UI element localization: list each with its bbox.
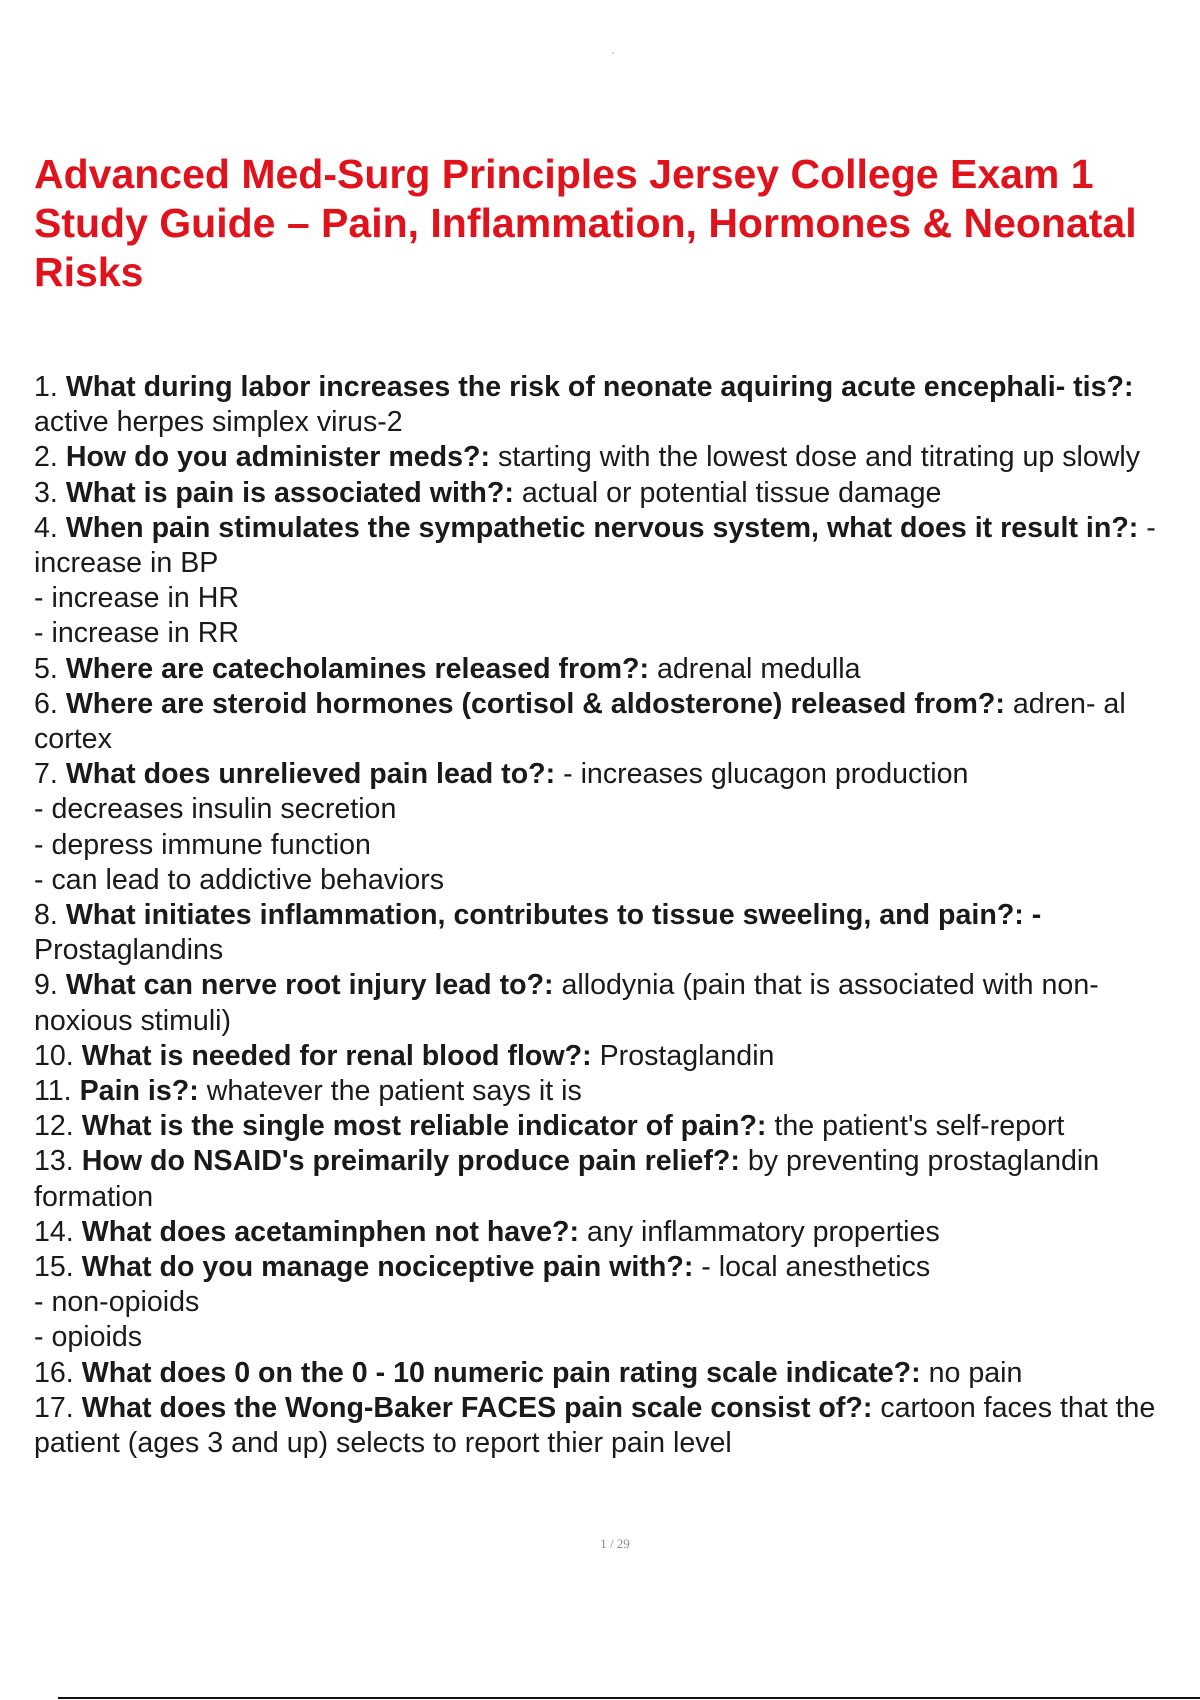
qa-item: [34, 1250, 1196, 1356]
qa-item: [34, 757, 1196, 898]
qa-item: [34, 1356, 1196, 1391]
answer-text: whatever the patient says it is: [206, 1075, 582, 1108]
qa-item: [34, 1039, 1196, 1074]
answer-text: - increase in BP: [34, 511, 1156, 580]
question-text: What during labor increases the risk of neonate aquiring acute encephali- tis?:: [65, 371, 1134, 403]
question-text: What does 0 on the 0 - 10 numeric pain rating scale indicate?:: [81, 1356, 921, 1389]
qa-item: [34, 1215, 1196, 1250]
page-number: 1 / 29: [600, 1536, 630, 1551]
question-number: 6.: [34, 687, 58, 720]
qa-item: [34, 370, 1196, 440]
question-number: 8.: [34, 899, 58, 932]
question-number: 17.: [34, 1391, 74, 1424]
question-number: 16.: [34, 1356, 74, 1389]
question-text: Pain is?:: [79, 1075, 199, 1108]
question-number: 9.: [34, 969, 58, 1002]
answer-text: - increases glucagon production: [563, 758, 969, 791]
question-list: [34, 370, 1196, 1461]
page-title: Advanced Med-Surg Principles Jersey College Exam 1 Study Guide – Pain, Inflammation, Hormones & Neonatal Risks: [34, 151, 1137, 295]
question-text: Where are steroid hormones (cortisol & aldosterone) released from?:: [65, 687, 1005, 720]
question-number: 7.: [34, 758, 58, 791]
qa-item: [34, 440, 1196, 475]
answer-line: - decreases insulin secretion: [34, 793, 397, 826]
answer-text: Prostaglandins: [34, 934, 224, 967]
answer-line: - non-opioids: [34, 1286, 200, 1319]
qa-item: [34, 968, 1196, 1038]
question-text: What is needed for renal blood flow?:: [81, 1039, 592, 1072]
question-text: What is the single most reliable indicator of pain?:: [81, 1110, 767, 1143]
question-text: What does unrelieved pain lead to?:: [65, 758, 556, 791]
question-number: 4.: [34, 511, 58, 544]
question-number: 3.: [34, 476, 58, 509]
answer-line: - opioids: [34, 1321, 143, 1354]
top-page-mark: [612, 52, 614, 54]
question-text: How do NSAID's preimarily produce pain relief?:: [81, 1145, 740, 1178]
qa-item: [34, 1144, 1196, 1214]
question-number: 11.: [34, 1075, 72, 1108]
answer-text: - local anesthetics: [701, 1251, 931, 1284]
answer-line: - can lead to addictive behaviors: [34, 863, 445, 896]
question-text: What is pain is associated with?:: [65, 476, 514, 509]
footer-divider: [58, 1697, 1200, 1699]
question-text: What initiates inflammation, contributes to tissue sweeling, and pain?: -: [65, 899, 1042, 932]
question-number: 13.: [34, 1145, 74, 1178]
qa-item: [34, 1109, 1196, 1144]
question-text: How do you administer meds?:: [65, 441, 490, 474]
question-text: Where are catecholamines released from?:: [65, 652, 650, 685]
question-text: What does the Wong-Baker FACES pain scale consist of?:: [81, 1391, 873, 1424]
answer-line: - increase in RR: [34, 617, 239, 650]
qa-item: [34, 1391, 1196, 1461]
qa-item: [34, 687, 1196, 757]
answer-text: the patient's self-report: [774, 1110, 1065, 1143]
answer-text: adrenal medulla: [657, 652, 861, 685]
question-number: 15.: [34, 1251, 74, 1284]
answer-text: active herpes simplex virus-2: [34, 406, 403, 439]
answer-text: by preventing prostaglandin formation: [34, 1145, 1100, 1213]
question-text: What do you manage nociceptive pain with?:: [81, 1251, 694, 1284]
question-number: 14.: [34, 1215, 74, 1248]
qa-item: [34, 476, 1196, 511]
qa-item: [34, 652, 1196, 687]
question-text: What does acetaminphen not have?:: [81, 1215, 579, 1248]
answer-text: starting with the lowest dose and titrating up slowly: [497, 441, 1141, 474]
answer-text: no pain: [928, 1356, 1023, 1389]
answer-line: - depress immune function: [34, 828, 371, 861]
qa-item: [34, 1074, 1196, 1109]
answer-text: cartoon faces that the patient (ages 3 and up) selects to report thier pain level: [34, 1391, 1156, 1460]
qa-item: [34, 898, 1196, 968]
answer-text: allodynia (pain that is associated with non-noxious stimuli): [34, 969, 1099, 1037]
question-text: What can nerve root injury lead to?:: [65, 969, 554, 1002]
question-text: When pain stimulates the sympathetic nervous system, what does it result in?:: [65, 511, 1139, 544]
question-number: 1.: [34, 371, 58, 403]
answer-text: adren- al cortex: [34, 687, 1126, 756]
question-number: 5.: [34, 652, 58, 685]
answer-text: Prostaglandin: [599, 1039, 775, 1072]
qa-item: [34, 511, 1196, 652]
answer-text: any inflammatory properties: [586, 1215, 940, 1248]
answer-text: actual or potential tissue damage: [521, 476, 942, 509]
question-number: 10.: [34, 1039, 74, 1072]
question-number: 2.: [34, 441, 58, 474]
answer-line: - increase in HR: [34, 582, 239, 615]
question-number: 12.: [34, 1110, 74, 1143]
